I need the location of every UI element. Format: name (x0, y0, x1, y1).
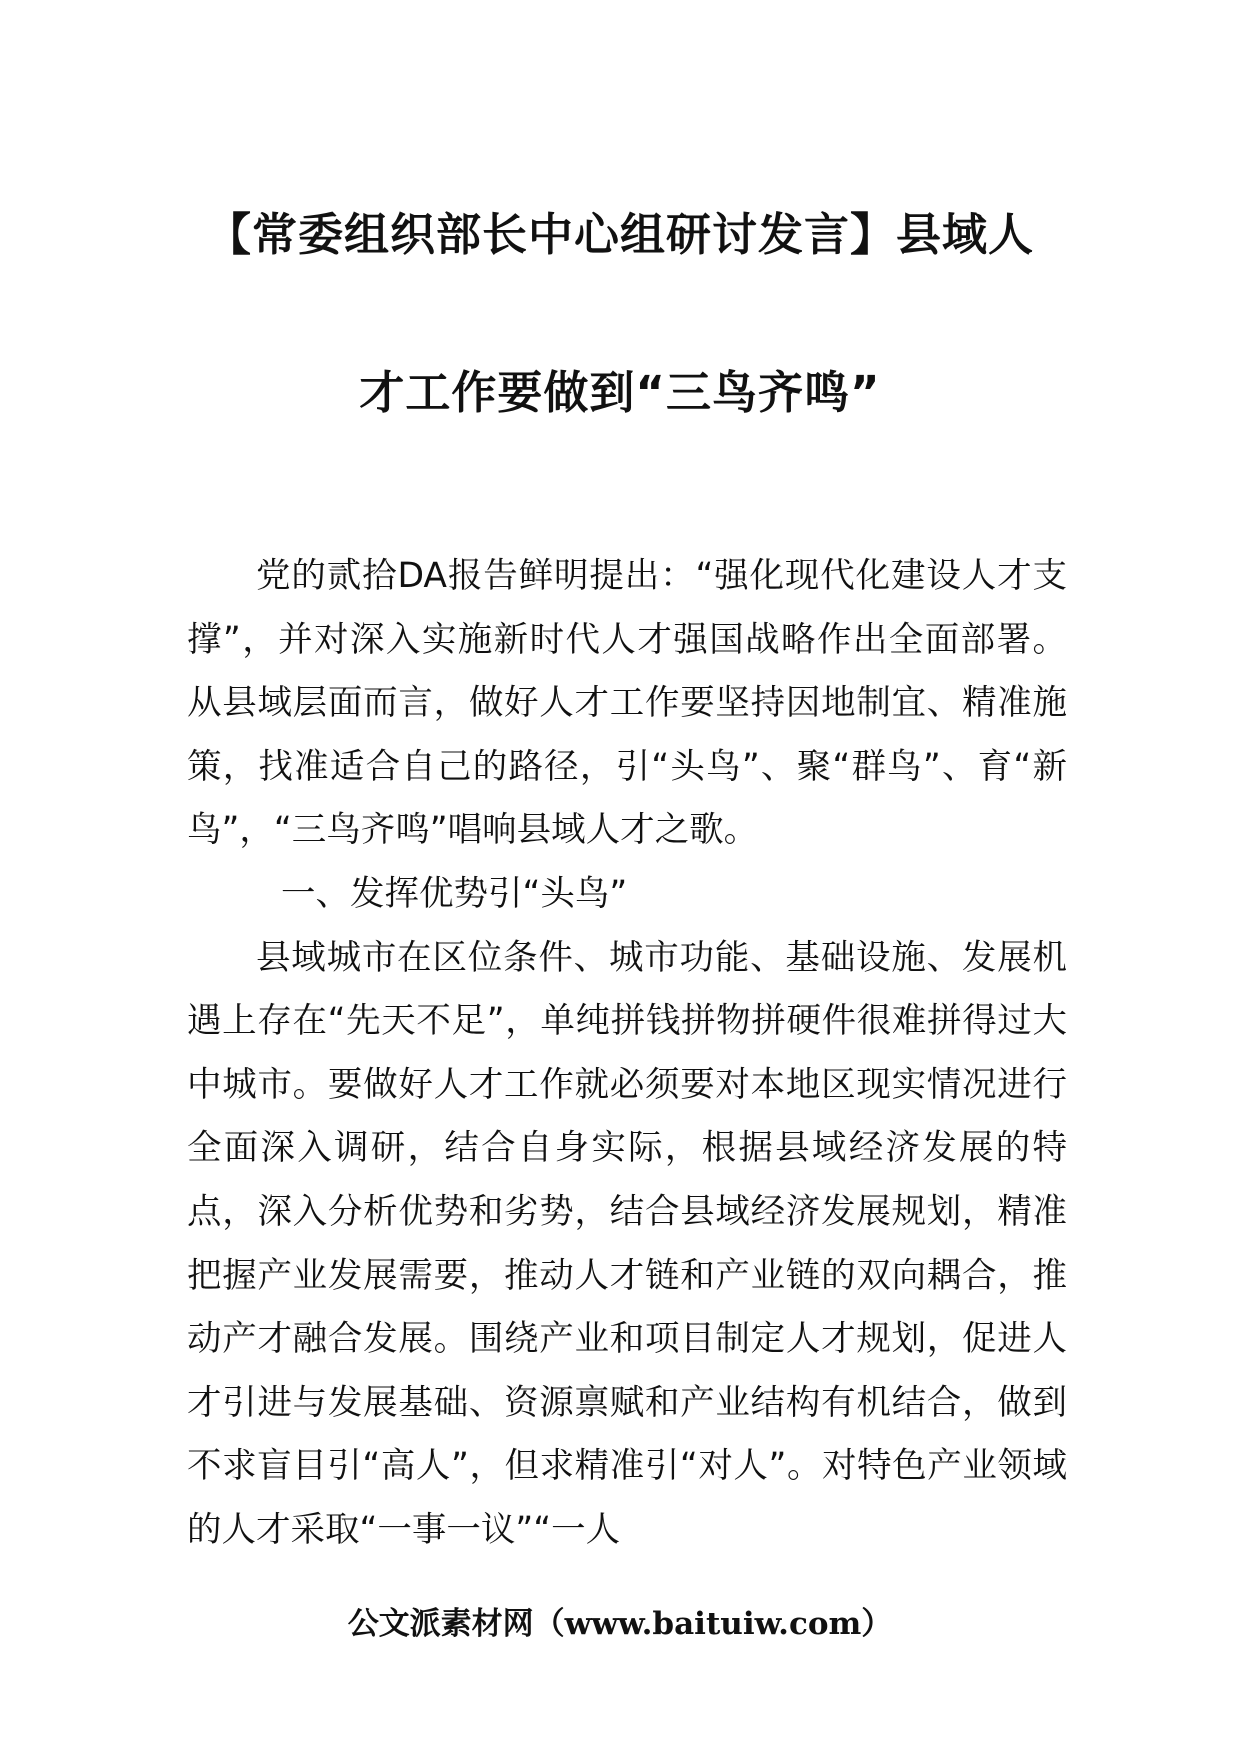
watermark-footer: 公文派素材网（www.baituiw.com） (347, 1606, 893, 1642)
paragraph-intro: 党的贰拾DA报告鲜明提出：“强化现代化建设人才支撑”，并对深入实施新时代人才强国战略作出全面部署。从县域层面而言，做好人才工作要坚持因地制宜、精准施策，找准适合自己的路径，引“头鸟”、聚“群鸟”、育“新鸟”，“三鸟齐鸣”唱响县域人才之歌。 (187, 556, 1067, 851)
document-title-line-1: 【常委组织部长中心组研讨发言】县域人 (205, 208, 1034, 261)
section-heading-1: 一、发挥优势引“头鸟” (281, 873, 628, 914)
paragraph-section-1: 县域城市在区位条件、城市功能、基础设施、发展机遇上存在“先天不足”，单纯拼钱拼物拼硬件很难拼得过大中城市。要做好人才工作就必须要对本地区现实情况进行全面深入调研，结合自身实际，根据县域经济发展的特点，深入分析优势和劣势，结合县域经济发展规划，精准把握产业发展需要，推动人才链和产业链的双向耦合，推动产才融合发展。围绕产业和项目制定人才规划，促进人才引进与发展基础、资源禀赋和产业结构有机结合，做到不求盲目引“高人”，但求精准引“对人”。对特色产业领域的人才采取“一事一议”“一人 (187, 937, 1067, 1550)
document-title-line-2: 才工作要做到“三鸟齐鸣” (359, 366, 881, 419)
document-body (187, 545, 1067, 1563)
